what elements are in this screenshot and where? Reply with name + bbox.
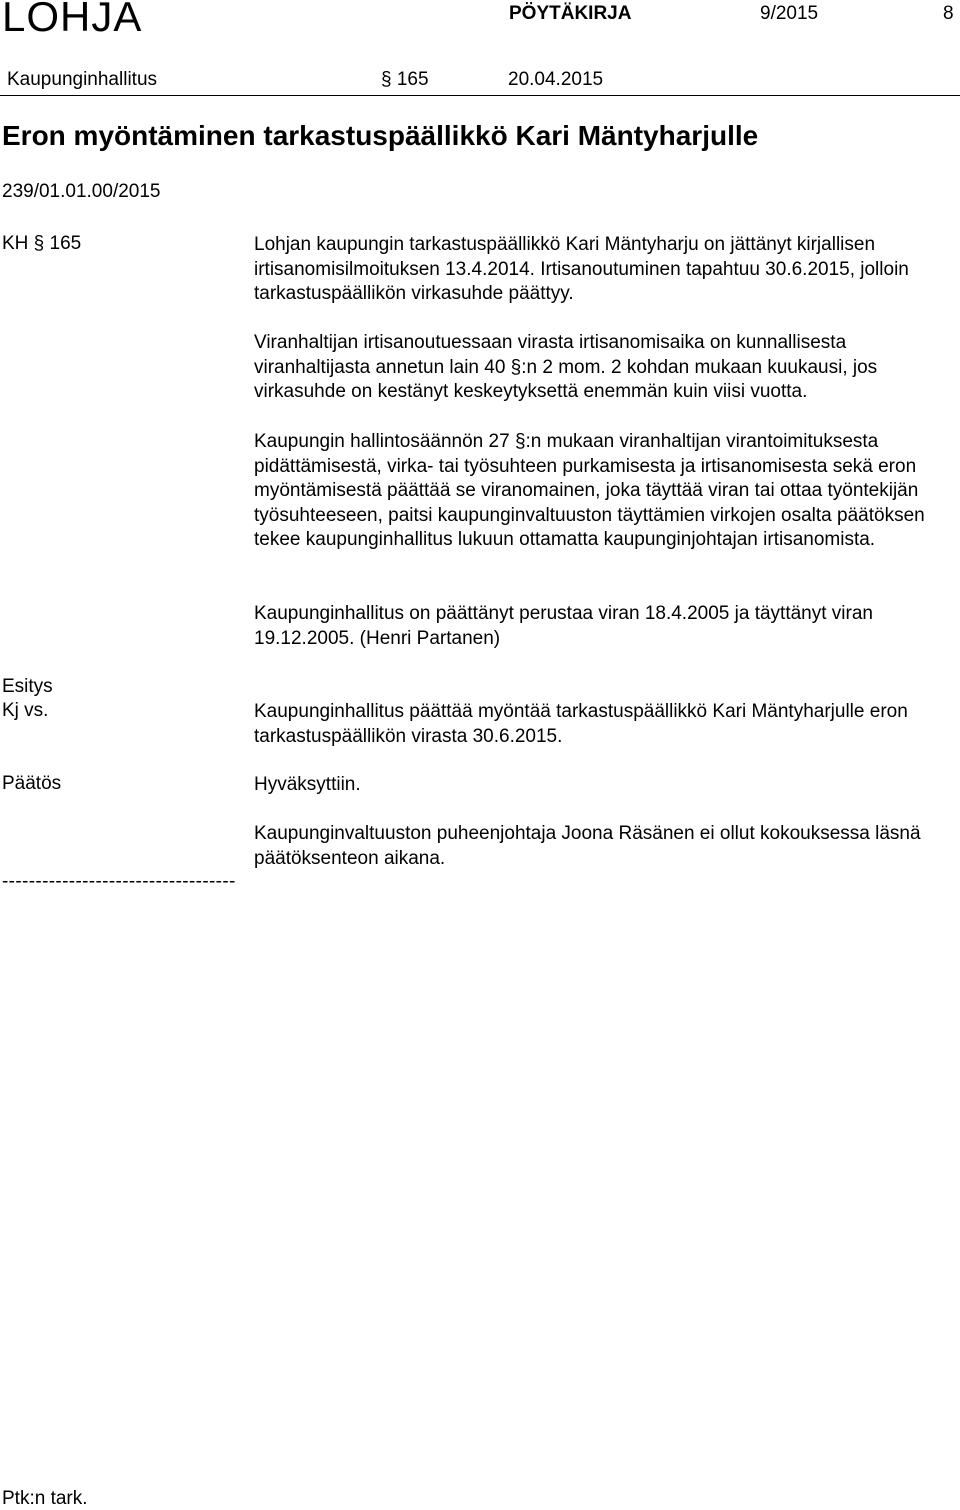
paragraph-proposal: Kaupunginhallitus päättää myöntää tarkastuspäällikkö Kari Mäntyharjulle eron tarkastuspäällikön virasta 30.6.2015.: [254, 701, 908, 747]
minutes-checker-label: Ptk:n tark.: [2, 1488, 88, 1509]
kh-label: KH § 165: [2, 233, 82, 254]
paragraph-notice-period: Viranhaltijan irtisanoutuessaan virasta irtisanomisaika on kunnallisesta viranhaltijasta annetun lain 40 §:n 2 mom. 2 kohdan mukaan kuukausi, jos virkasuhde on kestänyt keskeytyksettä enemmän kuin viisi vuotta.: [254, 332, 878, 402]
document-type: PÖYTÄKIRJA: [509, 3, 632, 24]
meeting-body: Kaupunginhallitus: [7, 69, 158, 90]
page-number: 8: [943, 3, 954, 24]
paragraph-administrative-rule: Kaupungin hallintosäännön 27 §:n mukaan viranhaltijan virantoimituksesta pidättämisestä, virka- tai työsuhteen purkamisesta ja irtisanomisesta sekä eron myöntämisestä päättää se viranomainen, joka täyttää viran tai ottaa työntekijän työsuhteeseen, paitsi kaupunginvaltuuston täyttämien virkojen osalta päätöksen tekee kaupunginhallitus lukuun ottamatta kaupunginjohtajan irtisanomista.: [254, 431, 925, 550]
esitys-label: Esitys: [2, 676, 53, 697]
paatos-label: Päätös: [2, 773, 62, 794]
paragraph-disqualification-note: Kaupunginvaltuuston puheenjohtaja Joona Räsänen ei ollut kokouksessa läsnä päätöksenteon aikana.: [254, 823, 921, 869]
paragraph-resignation: Lohjan kaupungin tarkastuspäällikkö Kari Mäntyharju on jättänyt kirjallisen irtisanomisilmoituksen 13.4.2014. Irtisanoutuminen tapahtuu 30.6.2015, jolloin tarkastuspäällikön virkasuhde päättyy.: [254, 234, 909, 304]
paragraph-post-history: Kaupunginhallitus on päättänyt perustaa viran 18.4.2005 ja täyttänyt viran 19.12.2005. (Henri Partanen): [254, 603, 873, 649]
separator-line: -----------------------------------: [2, 871, 236, 892]
header-divider: [0, 95, 960, 96]
section-number: § 165: [381, 69, 429, 90]
document-number: 9/2015: [760, 3, 819, 24]
lohja-logo: LOHJA: [2, 0, 143, 40]
kj-label: Kj vs.: [2, 700, 49, 721]
paragraph-decision: Hyväksyttiin.: [254, 774, 361, 795]
diary-number: 239/01.01.00/2015: [2, 181, 161, 202]
meeting-date: 20.04.2015: [508, 69, 604, 90]
page-title: Eron myöntäminen tarkastuspäällikkö Kari Mäntyharjulle: [2, 120, 759, 151]
